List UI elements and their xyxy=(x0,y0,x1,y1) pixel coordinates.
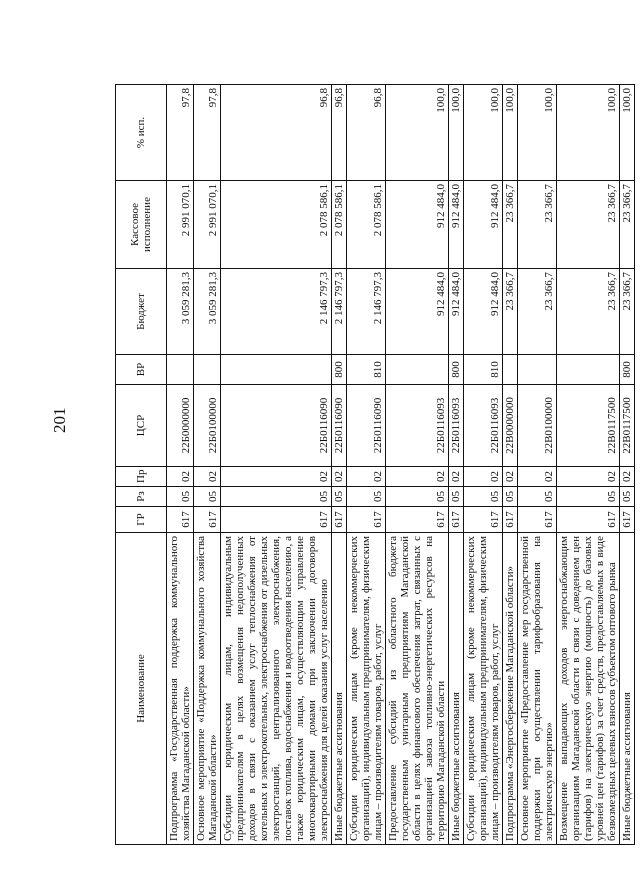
cell-csr: 22В0000000 xyxy=(503,385,518,467)
header-csr: ЦСР xyxy=(116,385,167,467)
cell-cash: 2 991 070,1 xyxy=(167,181,194,269)
table-header-row xyxy=(116,85,167,845)
cell-csr: 22В0117500 xyxy=(620,385,635,467)
cell-gr: 617 xyxy=(518,507,557,533)
cell-gr: 617 xyxy=(194,507,221,533)
cell-rz: 05 xyxy=(464,487,503,507)
cell-cash: 2 078 586,1 xyxy=(332,181,347,269)
cell-name: Основное мероприятие «Предоставление мер государственной поддержки при осуществлении тарифообразования на электрическую энергию» xyxy=(518,533,557,845)
cell-rz: 05 xyxy=(503,487,518,507)
cell-cash: 2 078 586,1 xyxy=(347,181,386,269)
cell-budget: 23 366,7 xyxy=(557,269,620,355)
cell-rz: 05 xyxy=(167,487,194,507)
cell-pr: 02 xyxy=(194,467,221,487)
budget-table-container xyxy=(115,85,633,845)
cell-gr: 617 xyxy=(503,507,518,533)
cell-csr: 22Б0116093 xyxy=(464,385,503,467)
cell-csr: 22Б0116090 xyxy=(347,385,386,467)
cell-gr: 617 xyxy=(221,507,332,533)
cell-rz: 05 xyxy=(449,487,464,507)
table-row xyxy=(221,85,332,845)
header-pct: % исп. xyxy=(116,85,167,181)
table-row xyxy=(518,85,557,845)
cell-gr: 617 xyxy=(557,507,620,533)
cell-pr: 02 xyxy=(386,467,449,487)
cell-pr: 02 xyxy=(221,467,332,487)
cell-vr xyxy=(221,355,332,385)
cell-csr: 22Б0116090 xyxy=(221,385,332,467)
header-vr: ВР xyxy=(116,355,167,385)
cell-budget: 3 059 281,3 xyxy=(194,269,221,355)
cell-cash: 912 484,0 xyxy=(464,181,503,269)
table-row xyxy=(167,85,194,845)
cell-rz: 05 xyxy=(386,487,449,507)
cell-budget: 912 484,0 xyxy=(449,269,464,355)
cell-vr: 800 xyxy=(620,355,635,385)
cell-pr: 02 xyxy=(347,467,386,487)
cell-csr: 22Б0116093 xyxy=(386,385,449,467)
header-gr: ГР xyxy=(116,507,167,533)
cell-gr: 617 xyxy=(386,507,449,533)
cell-rz: 05 xyxy=(221,487,332,507)
cell-vr xyxy=(194,355,221,385)
cell-name: Субсидии юридическим лицам (кроме некоммерческих организаций), индивидуальным предпринимателям, физическим лицам – производителям товаров, работ, услуг xyxy=(347,533,386,845)
cell-pct: 96,8 xyxy=(332,85,347,181)
table-row xyxy=(332,85,347,845)
cell-pr: 02 xyxy=(620,467,635,487)
cell-name: Иные бюджетные ассигнования xyxy=(449,533,464,845)
cell-cash: 23 366,7 xyxy=(503,181,518,269)
cell-pct: 100,0 xyxy=(386,85,449,181)
cell-csr: 22Б0000000 xyxy=(167,385,194,467)
header-name: Наименование xyxy=(116,533,167,845)
cell-gr: 617 xyxy=(167,507,194,533)
cell-gr: 617 xyxy=(449,507,464,533)
cell-vr: 810 xyxy=(347,355,386,385)
cell-rz: 05 xyxy=(332,487,347,507)
cell-csr: 22Б0100000 xyxy=(194,385,221,467)
cell-vr xyxy=(518,355,557,385)
cell-name: Возмещение выпадающих доходов энергоснабжающим организациям Магаданской области в связи с доведением цен (тарифов) на электрическую энергию (мощность) до базовых уровней цен (тарифов) за счет средств, предоставляемых в виде безвозмездных целевых взносов субъектом оптового рынка xyxy=(557,533,620,845)
budget-table xyxy=(115,84,635,845)
cell-csr: 22В0100000 xyxy=(518,385,557,467)
table-row xyxy=(386,85,449,845)
cell-pr: 02 xyxy=(167,467,194,487)
cell-vr xyxy=(167,355,194,385)
header-cash: Кассовое исполнение xyxy=(116,181,167,269)
cell-cash: 912 484,0 xyxy=(386,181,449,269)
cell-budget: 912 484,0 xyxy=(386,269,449,355)
table-row xyxy=(557,85,620,845)
cell-name: Основное мероприятие «Поддержка коммунального хозяйства Магаданской области» xyxy=(194,533,221,845)
header-rz: Рз xyxy=(116,487,167,507)
cell-pct: 100,0 xyxy=(503,85,518,181)
cell-pr: 02 xyxy=(557,467,620,487)
cell-rz: 05 xyxy=(557,487,620,507)
cell-pct: 100,0 xyxy=(449,85,464,181)
cell-pct: 100,0 xyxy=(518,85,557,181)
cell-pr: 02 xyxy=(503,467,518,487)
cell-vr xyxy=(503,355,518,385)
cell-vr xyxy=(386,355,449,385)
table-row xyxy=(503,85,518,845)
cell-rz: 05 xyxy=(620,487,635,507)
cell-vr xyxy=(557,355,620,385)
cell-csr: 22Б0116093 xyxy=(449,385,464,467)
table-row xyxy=(194,85,221,845)
cell-rz: 05 xyxy=(518,487,557,507)
cell-pct: 100,0 xyxy=(464,85,503,181)
header-budget: Бюджет xyxy=(116,269,167,355)
cell-pct: 100,0 xyxy=(620,85,635,181)
cell-pr: 02 xyxy=(464,467,503,487)
cell-cash: 2 991 070,1 xyxy=(194,181,221,269)
cell-name: Субсидии юридическим лицам (кроме некоммерческих организаций), индивидуальным предпринимателям, физическим лицам – производителям товаров, работ, услуг xyxy=(464,533,503,845)
cell-name: Иные бюджетные ассигнования xyxy=(620,533,635,845)
cell-pct: 100,0 xyxy=(557,85,620,181)
cell-gr: 617 xyxy=(464,507,503,533)
cell-pr: 02 xyxy=(332,467,347,487)
cell-vr: 800 xyxy=(449,355,464,385)
cell-csr: 22Б0116090 xyxy=(332,385,347,467)
cell-vr: 800 xyxy=(332,355,347,385)
cell-name: Подпрограмма «Энергосбережение Магаданской области» xyxy=(503,533,518,845)
cell-cash: 23 366,7 xyxy=(620,181,635,269)
cell-pct: 96,8 xyxy=(221,85,332,181)
page-number: 201 xyxy=(50,407,69,433)
cell-name: Предоставление субсидий из областного бюджета государственным унитарным предприятиям Магаданской области в целях финансового обеспечения затрат, связанных с организацией завоза топливно-энергетических ресурсов на территорию Магаданской области xyxy=(386,533,449,845)
cell-pct: 96,8 xyxy=(347,85,386,181)
cell-budget: 2 146 797,3 xyxy=(332,269,347,355)
cell-cash: 912 484,0 xyxy=(449,181,464,269)
cell-pr: 02 xyxy=(518,467,557,487)
cell-pct: 97,8 xyxy=(167,85,194,181)
cell-pct: 97,8 xyxy=(194,85,221,181)
table-row xyxy=(347,85,386,845)
cell-name: Иные бюджетные ассигнования xyxy=(332,533,347,845)
cell-budget: 23 366,7 xyxy=(503,269,518,355)
cell-budget: 23 366,7 xyxy=(518,269,557,355)
cell-budget: 912 484,0 xyxy=(464,269,503,355)
cell-budget: 2 146 797,3 xyxy=(221,269,332,355)
cell-csr: 22В0117500 xyxy=(557,385,620,467)
cell-gr: 617 xyxy=(332,507,347,533)
cell-rz: 05 xyxy=(347,487,386,507)
table-row xyxy=(620,85,635,845)
cell-budget: 2 146 797,3 xyxy=(347,269,386,355)
table-row xyxy=(449,85,464,845)
cell-gr: 617 xyxy=(347,507,386,533)
cell-rz: 05 xyxy=(194,487,221,507)
cell-cash: 23 366,7 xyxy=(557,181,620,269)
cell-pr: 02 xyxy=(449,467,464,487)
cell-budget: 3 059 281,3 xyxy=(167,269,194,355)
cell-cash: 2 078 586,1 xyxy=(221,181,332,269)
cell-vr: 810 xyxy=(464,355,503,385)
cell-budget: 23 366,7 xyxy=(620,269,635,355)
cell-cash: 23 366,7 xyxy=(518,181,557,269)
header-pr: Пр xyxy=(116,467,167,487)
cell-name: Субсидии юридическим лицам, индивидуальным предпринимателям в целях возмещения недополученных доходов в связи с оказанием услуг теплоснабжения от котельных и электрокотельных, электроснабжения от дизельных электростанций, централизованного электроснабжения, поставок топлива, водоснабжения и водоотведения населению, а также юридическим лицам, осуществляющим управление многоквартирными домами при заключении договоров электроснабжения для целей оказания услуг населению xyxy=(221,533,332,845)
cell-name: Подпрограмма «Государственная поддержка коммунального хозяйства Магаданской области» xyxy=(167,533,194,845)
cell-gr: 617 xyxy=(620,507,635,533)
table-row xyxy=(464,85,503,845)
